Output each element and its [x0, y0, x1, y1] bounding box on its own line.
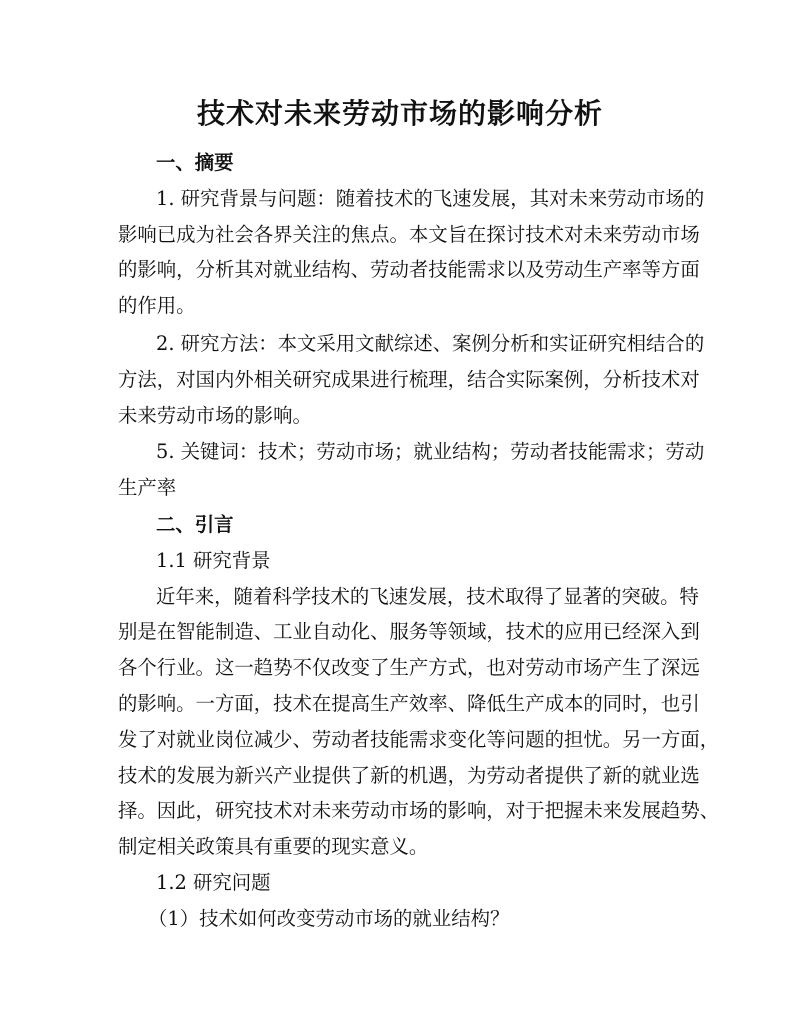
- text-line: 别是在智能制造、工业自动化、服务等领域，技术的应用已经深入到: [118, 620, 700, 644]
- abstract-paragraph-keywords: [118, 434, 705, 506]
- subsection-heading-background: 1.1 研究背景: [156, 548, 271, 572]
- text-line: 发了对就业岗位减少、劳动者技能需求变化等问题的担忧。另一方面，: [118, 727, 720, 751]
- text-line: 技术的发展为新兴产业提供了新的机遇，为劳动者提供了新的就业选: [118, 763, 700, 787]
- abstract-paragraph-background: [118, 181, 705, 324]
- section-heading-abstract: 一、摘要: [156, 151, 234, 174]
- intro-paragraph-background: [118, 579, 720, 865]
- text-line: 制定相关政策具有重要的现实意义。: [118, 835, 429, 859]
- abstract-paragraph-method: [118, 326, 705, 433]
- subsection-heading-questions: 1.2 研究问题: [156, 870, 271, 894]
- text-line: 方法，对国内外相关研究成果进行梳理，结合实际案例，分析技术对: [118, 367, 700, 391]
- text-line: 1. 研究背景与问题：随着技术的飞速发展，其对未来劳动市场的: [156, 186, 705, 210]
- text-line: 5. 关键词：技术；劳动市场；就业结构；劳动者技能需求；劳动: [156, 440, 705, 464]
- section-heading-intro: 二、引言: [156, 512, 234, 536]
- text-line: 2. 研究方法：本文采用文献综述、案例分析和实证研究相结合的: [156, 331, 705, 355]
- text-line: 的作用。: [118, 294, 196, 318]
- text-line: 的影响，分析其对就业结构、劳动者技能需求以及劳动生产率等方面: [118, 258, 700, 282]
- document-body: [118, 145, 720, 937]
- text-line: 近年来，随着科学技术的飞速发展，技术取得了显著的突破。特: [156, 584, 699, 608]
- text-line: 择。因此，研究技术对未来劳动市场的影响，对于把握未来发展趋势、: [118, 799, 720, 823]
- text-line: 影响已成为社会各界关注的焦点。本文旨在探讨技术对未来劳动市场: [118, 222, 700, 246]
- research-question-1: （1）技术如何改变劳动市场的就业结构？: [148, 906, 510, 930]
- text-line: 未来劳动市场的影响。: [118, 403, 312, 427]
- text-line: 的影响。一方面，技术在提高生产效率、降低生产成本的同时，也引: [118, 691, 700, 715]
- text-line: 各个行业。这一趋势不仅改变了生产方式，也对劳动市场产生了深远: [118, 656, 700, 680]
- text-line: 生产率: [118, 476, 177, 500]
- document-title: 技术对未来劳动市场的影响分析: [196, 97, 603, 130]
